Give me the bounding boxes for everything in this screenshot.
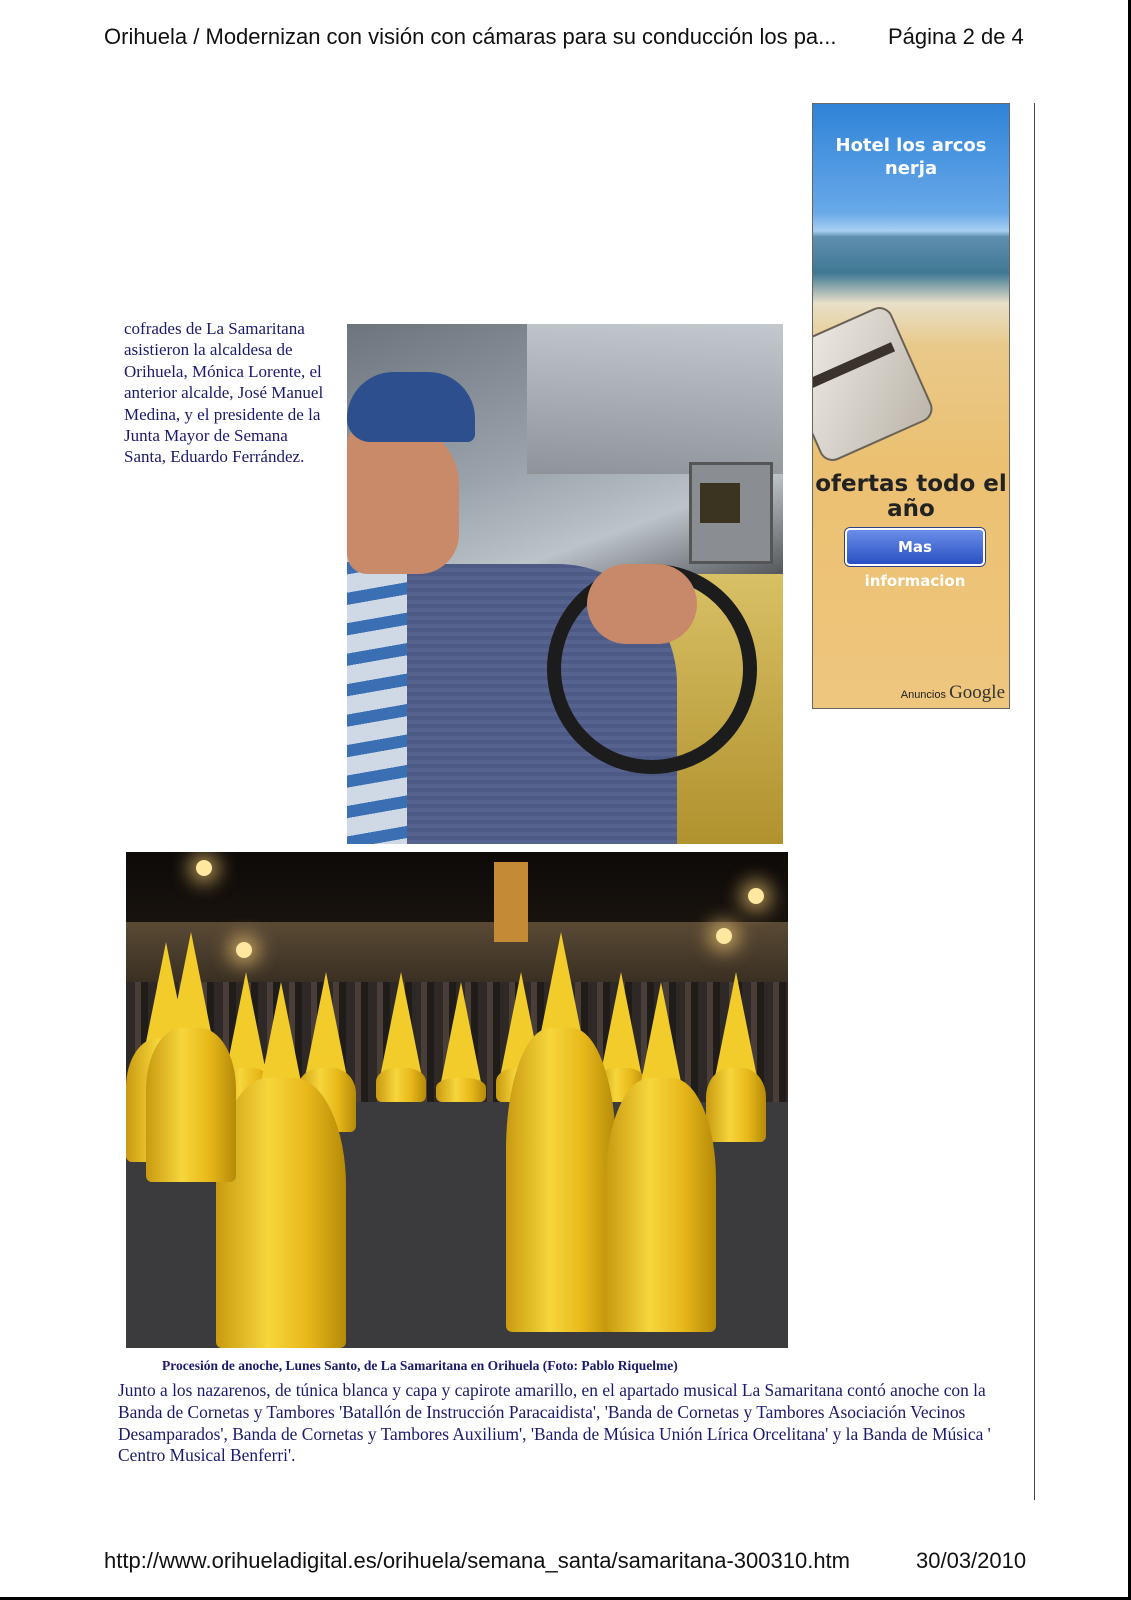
procession-photo [126,852,788,1348]
ad-title: Hotel los arcos nerja [835,135,987,179]
article-body: Junto a los nazarenos, de túnica blanca y capa y capirote amarillo, en el apartado musical La Samaritana contó anoche con la Banda de Cornetas y Tambores 'Batallón de Instrucción Paracaidista', 'Banda de Cornetas y Tambores Asociación Vecinos Desamparados', Banda de Cornetas y Tambores Auxilium', 'Banda de Música Unión Lírica Orcelitana' y la Banda de Música ' Centro Musical Benferri'. [118,1380,991,1466]
photo-caption: Procesión de anoche, Lunes Santo, de La Samaritana en Orihuela (Foto: Pablo Riquelme) [162,1358,678,1373]
column-divider [1034,103,1035,1500]
more-info-button[interactable]: Mas informacion [845,528,985,566]
ad-attribution[interactable] [901,682,1005,704]
page-number: Página 2 de 4 [888,24,1024,49]
ad-banner[interactable] [812,103,1010,709]
ad-slogan: ofertas todo el año [815,471,1007,522]
page-header-title: Orihuela / Modernizan con visión con cámaras para su conducción los pa... [104,24,837,49]
google-logo: Google [949,682,1005,703]
source-url[interactable]: http://www.orihueladigital.es/orihuela/semana_santa/samaritana-300310.htm [104,1548,850,1573]
suitcase-image [812,303,937,466]
print-date: 30/03/2010 [916,1548,1027,1573]
driver-photo [347,324,783,844]
camera-monitor [689,462,773,564]
article-side-text: cofrades de La Samaritana asistieron la alcaldesa de Orihuela, Mónica Lorente, el anterior alcalde, José Manuel Medina, y el presidente de la Junta Mayor de Semana Santa, Eduardo Ferrández. [124,319,324,467]
ad-attribution-prefix: Anuncios [900,689,946,701]
